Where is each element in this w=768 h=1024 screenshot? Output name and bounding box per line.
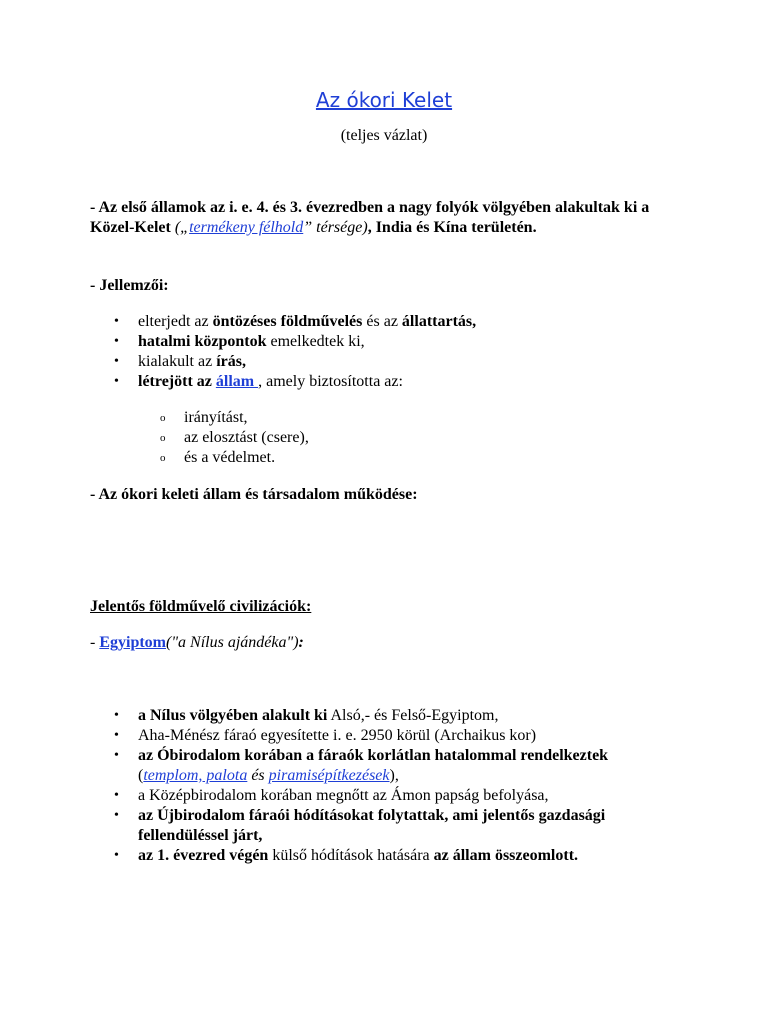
item-bold: hatalmi központok — [138, 333, 267, 350]
intro-text-1: - Az első államok az i. e. 4. és 3. évezredben a nagy folyók völgyében alakultak ki a Közel-Kelet — [90, 199, 650, 236]
bullet-icon: • — [114, 848, 119, 863]
list-item — [90, 706, 670, 726]
item-bold: . — [574, 847, 579, 864]
bullet-icon: • — [114, 374, 119, 389]
egypt-dash: - — [90, 634, 100, 651]
list-item — [90, 846, 670, 866]
circle-bullet-icon: o — [160, 432, 166, 444]
item-bold: az Újbirodalom fáraói hódításokat folytattak, ami jelentős gazdasági fellendüléssel járt, — [138, 807, 606, 844]
circle-bullet-icon: o — [160, 452, 166, 464]
item-text: ), — [389, 767, 399, 784]
item-bold: írás, — [216, 353, 246, 370]
temple-palace-link[interactable]: templom, palota — [143, 767, 248, 784]
list-item — [90, 372, 690, 392]
civilizations-heading — [90, 597, 690, 617]
item-bold: az állam összeomlott — [433, 847, 575, 864]
page-title[interactable]: Az ókori Kelet — [315, 88, 453, 112]
intro-paren-open: („ — [174, 219, 190, 236]
intro-paragraph — [90, 198, 690, 238]
item-text: ( — [138, 767, 144, 784]
intro-paren-close: ” térsége) — [303, 219, 368, 236]
pyramid-building-link[interactable]: piramisépítkezések — [268, 767, 390, 784]
egypt-colon: : — [298, 634, 304, 651]
list-item — [90, 448, 690, 468]
item-text: irányítást, — [184, 409, 248, 426]
list-item — [90, 408, 690, 428]
item-text: és az — [362, 313, 402, 330]
list-item — [90, 806, 670, 846]
item-bold: a Nílus völgyében alakult ki — [138, 707, 328, 724]
item-text: és — [247, 767, 269, 784]
list-item — [90, 786, 670, 806]
list-item — [90, 352, 690, 372]
bullet-icon: • — [114, 708, 119, 723]
features-heading-text: - Jellemzői: — [90, 277, 169, 294]
operation-heading-text: - Az ókori keleti állam és társadalom működése: — [90, 486, 418, 503]
bullet-icon: • — [114, 354, 119, 369]
item-text: Aha-Ménész fáraó egyesítette i. e. 2950 körül (Archaikus kor) — [138, 727, 537, 744]
item-text: és a védelmet. — [184, 449, 276, 466]
bullet-icon: • — [114, 808, 119, 823]
page-subtitle: (teljes vázlat) — [340, 127, 428, 144]
item-text: elterjedt az — [138, 313, 213, 330]
item-bold: öntözéses földművelés — [212, 313, 363, 330]
intro-text-2: , India és Kína területén. — [367, 219, 537, 236]
item-text: az elosztást (csere), — [184, 429, 309, 446]
civilizations-heading-text: Jelentős földművelő civilizációk: — [90, 598, 312, 615]
egypt-heading — [90, 633, 690, 653]
item-text: emelkedtek ki, — [266, 333, 365, 350]
bullet-icon: • — [114, 748, 119, 763]
features-list — [90, 312, 690, 392]
state-link[interactable]: állam — [215, 373, 259, 390]
item-bold: az 1. évezred végén — [138, 847, 269, 864]
item-bold: állattartás, — [401, 313, 477, 330]
bullet-icon: • — [114, 728, 119, 743]
bullet-icon: • — [114, 314, 119, 329]
item-text: a Középbirodalom korában megnőtt az Ámon papság befolyása, — [138, 787, 549, 804]
list-item — [90, 312, 690, 332]
item-text: kialakult az — [138, 353, 217, 370]
fertile-crescent-link[interactable]: termékeny félhold — [189, 219, 304, 236]
item-bold: az Óbirodalom korában a fáraók korlátlan hatalommal rendelkeztek — [138, 747, 609, 764]
item-text: Alsó,- és Felső-Egyiptom, — [327, 707, 499, 724]
features-heading — [90, 276, 690, 296]
list-item — [90, 332, 690, 352]
sub-features-list — [90, 408, 690, 468]
item-text: külső hódítások hatására — [268, 847, 434, 864]
list-item — [90, 726, 670, 746]
list-item — [90, 746, 670, 786]
bullet-icon: • — [114, 334, 119, 349]
item-bold: létrejött az — [138, 373, 216, 390]
circle-bullet-icon: o — [160, 412, 166, 424]
egypt-list — [90, 706, 670, 866]
egypt-subtitle: ("a Nílus ajándéka") — [166, 634, 299, 651]
list-item — [90, 428, 690, 448]
item-text: , amely biztosította az: — [258, 373, 403, 390]
egypt-link[interactable]: Egyiptom — [99, 634, 166, 651]
bullet-icon: • — [114, 788, 119, 803]
operation-heading — [90, 485, 690, 505]
